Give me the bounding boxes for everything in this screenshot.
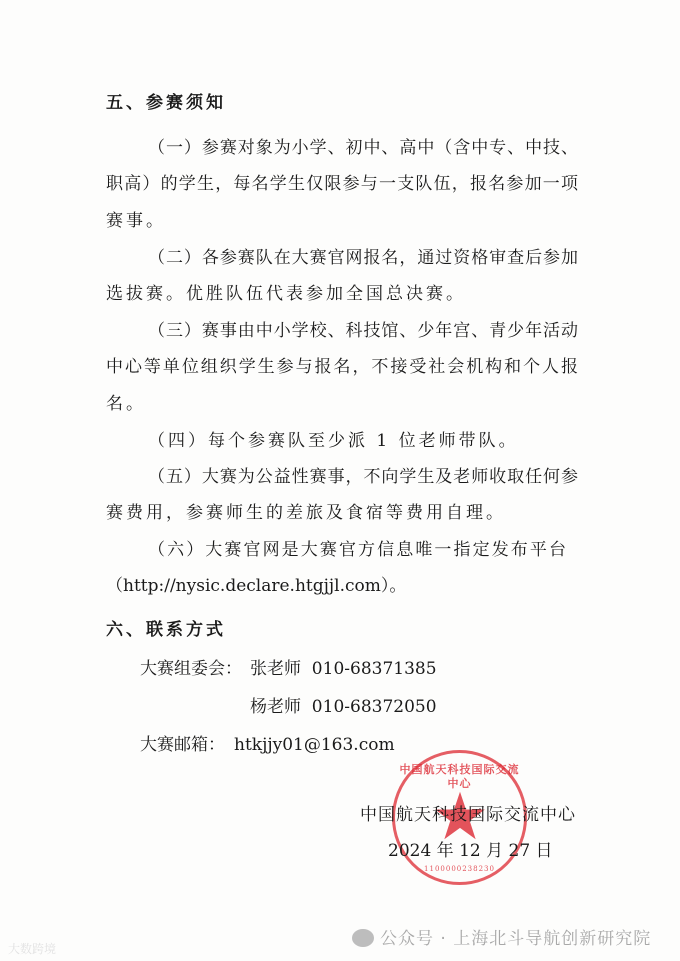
section-5-heading: 五、参赛须知 [106,93,226,113]
paragraph-line: 名。 [106,394,146,414]
signature-date: 2024 年 12 月 27 日 [388,841,553,861]
wechat-watermark [352,924,651,949]
contact-yang: 杨老师 010-68372050 [250,697,437,717]
paragraph-line: 职高）的学生，每名学生仅限参与一支队伍，报名参加一项 [106,174,578,194]
website-url: （http://nysic.declare.htgjjl.com）。 [106,576,407,596]
section-6-heading: 六、联系方式 [106,620,226,640]
committee-label: 大赛组委会： [140,659,242,679]
paragraph-line: （一）参赛对象为小学、初中、高中（含中专、中技、 [148,138,578,158]
watermark-text: 公众号 · 上海北斗导航创新研究院 [380,929,652,949]
paragraph-line: （四）每个参赛队至少派 1 位老师带队。 [148,431,519,451]
wechat-icon [352,929,374,947]
contact-zhang: 张老师 010-68371385 [250,659,437,679]
paragraph-line: 选拔赛。优胜队伍代表参加全国总决赛。 [106,284,466,304]
paragraph-line: （二）各参赛队在大赛官网报名，通过资格审查后参加 [148,248,578,268]
paragraph-line: 中心等单位组织学生参与报名，不接受社会机构和个人报 [106,357,578,377]
corner-watermark: 大数跨境 [8,942,57,956]
paragraph-line: （五）大赛为公益性赛事，不向学生及老师收取任何参 [148,467,578,487]
paragraph-line: （三）赛事由中小学校、科技馆、少年宫、青少年活动 [148,321,578,341]
signature-org: 中国航天科技国际交流中心 [360,805,576,825]
seal-text: 中国航天科技国际交流中心 [399,763,520,790]
email: htkjjy01@163.com [234,735,395,755]
paragraph-line: （六）大赛官网是大赛官方信息唯一指定发布平台 [148,540,566,560]
seal-number: 1100000238230 [424,865,495,873]
paragraph-line: 赛事。 [106,211,166,231]
paragraph-line: 赛费用，参赛师生的差旅及食宿等费用自理。 [106,503,506,523]
email-label: 大赛邮箱： [140,735,225,755]
